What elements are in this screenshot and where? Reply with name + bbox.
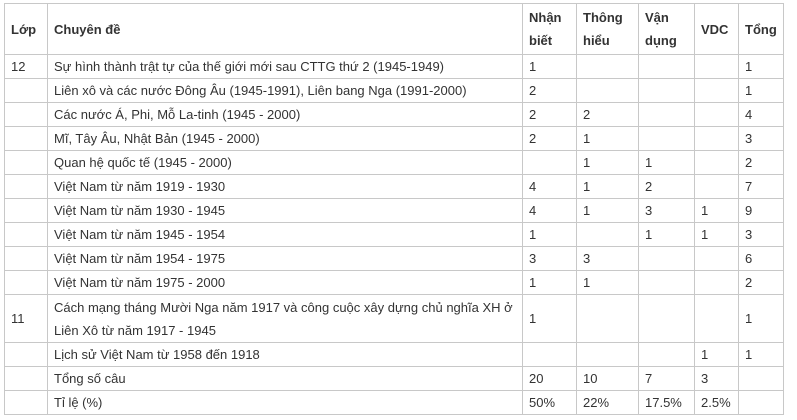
cell-total: 1 [739, 343, 784, 367]
cell-topic: Cách mạng tháng Mười Nga năm 1917 và công cuộc xây dựng chủ nghĩa XH ở Liên Xô từ năm 1917 - 1945 [48, 295, 523, 343]
cell-total: 3 [739, 127, 784, 151]
cell-recognition: 20 [523, 367, 577, 391]
cell-comprehension: 1 [577, 151, 639, 175]
cell-total: 2 [739, 151, 784, 175]
table-row [5, 343, 784, 367]
cell-application: 1 [639, 151, 695, 175]
cell-application [639, 343, 695, 367]
cell-grade [5, 175, 48, 199]
cell-application [639, 103, 695, 127]
cell-comprehension: 1 [577, 175, 639, 199]
cell-advanced-application: 1 [695, 199, 739, 223]
table-row [5, 223, 784, 247]
cell-comprehension: 1 [577, 271, 639, 295]
cell-advanced-application: 1 [695, 343, 739, 367]
cell-advanced-application [695, 79, 739, 103]
header-comprehension: Thông hiểu [577, 4, 639, 55]
cell-total: 3 [739, 223, 784, 247]
cell-grade [5, 367, 48, 391]
cell-total: 1 [739, 55, 784, 79]
cell-comprehension: 1 [577, 199, 639, 223]
cell-total: 7 [739, 175, 784, 199]
cell-topic: Các nước Á, Phi, Mỗ La-tinh (1945 - 2000) [48, 103, 523, 127]
table-row [5, 55, 784, 79]
cell-grade [5, 103, 48, 127]
cell-application [639, 271, 695, 295]
cell-application [639, 55, 695, 79]
cell-comprehension: 1 [577, 127, 639, 151]
cell-advanced-application [695, 175, 739, 199]
cell-recognition: 1 [523, 271, 577, 295]
cell-application [639, 247, 695, 271]
cell-comprehension: 2 [577, 103, 639, 127]
cell-grade [5, 271, 48, 295]
cell-total: 2 [739, 271, 784, 295]
cell-topic: Việt Nam từ năm 1945 - 1954 [48, 223, 523, 247]
cell-recognition: 1 [523, 295, 577, 343]
cell-comprehension: 10 [577, 367, 639, 391]
cell-topic: Mĩ, Tây Âu, Nhật Bản (1945 - 2000) [48, 127, 523, 151]
cell-grade: 12 [5, 55, 48, 79]
cell-comprehension [577, 343, 639, 367]
cell-recognition: 50% [523, 391, 577, 415]
cell-total [739, 367, 784, 391]
cell-comprehension: 22% [577, 391, 639, 415]
cell-comprehension [577, 223, 639, 247]
cell-total: 1 [739, 79, 784, 103]
table-row [5, 391, 784, 415]
cell-grade [5, 127, 48, 151]
header-application: Vận dụng [639, 4, 695, 55]
cell-topic: Việt Nam từ năm 1930 - 1945 [48, 199, 523, 223]
cell-recognition [523, 151, 577, 175]
cell-advanced-application [695, 295, 739, 343]
cell-recognition: 1 [523, 55, 577, 79]
cell-comprehension [577, 55, 639, 79]
header-total: Tổng [739, 4, 784, 55]
cell-application [639, 127, 695, 151]
header-recognition: Nhận biết [523, 4, 577, 55]
cell-total: 4 [739, 103, 784, 127]
cell-recognition: 1 [523, 223, 577, 247]
table-row [5, 151, 784, 175]
cell-total: 6 [739, 247, 784, 271]
cell-topic: Việt Nam từ năm 1919 - 1930 [48, 175, 523, 199]
cell-grade: 11 [5, 295, 48, 343]
header-grade: Lớp [5, 4, 48, 55]
cell-grade [5, 247, 48, 271]
cell-grade [5, 79, 48, 103]
table-row [5, 79, 784, 103]
cell-application: 1 [639, 223, 695, 247]
cell-advanced-application [695, 55, 739, 79]
cell-advanced-application [695, 103, 739, 127]
table-row [5, 175, 784, 199]
table-row [5, 103, 784, 127]
cell-topic: Việt Nam từ năm 1975 - 2000 [48, 271, 523, 295]
cell-recognition: 2 [523, 127, 577, 151]
cell-recognition: 4 [523, 175, 577, 199]
cell-grade [5, 391, 48, 415]
cell-topic: Quan hệ quốc tế (1945 - 2000) [48, 151, 523, 175]
cell-topic: Sự hình thành trật tự của thế giới mới sau CTTG thứ 2 (1945-1949) [48, 55, 523, 79]
cell-advanced-application: 3 [695, 367, 739, 391]
cell-topic: Tỉ lệ (%) [48, 391, 523, 415]
cell-grade [5, 223, 48, 247]
cell-application: 17.5% [639, 391, 695, 415]
cell-topic: Việt Nam từ năm 1954 - 1975 [48, 247, 523, 271]
cell-application: 7 [639, 367, 695, 391]
cell-recognition [523, 343, 577, 367]
cell-total [739, 391, 784, 415]
table-row [5, 295, 784, 343]
cell-recognition: 2 [523, 79, 577, 103]
header-advanced-application: VDC [695, 4, 739, 55]
cell-total: 1 [739, 295, 784, 343]
cell-application: 2 [639, 175, 695, 199]
cell-total: 9 [739, 199, 784, 223]
page [0, 3, 797, 415]
cell-advanced-application: 2.5% [695, 391, 739, 415]
table-row [5, 271, 784, 295]
cell-recognition: 2 [523, 103, 577, 127]
cell-application [639, 79, 695, 103]
table-row [5, 199, 784, 223]
cell-advanced-application [695, 271, 739, 295]
header-topic: Chuyên đề [48, 4, 523, 55]
table-row [5, 367, 784, 391]
cell-comprehension [577, 79, 639, 103]
cell-grade [5, 151, 48, 175]
cell-recognition: 4 [523, 199, 577, 223]
cell-grade [5, 343, 48, 367]
cell-topic: Tổng số câu [48, 367, 523, 391]
question-matrix-table [4, 3, 784, 415]
cell-topic: Lịch sử Việt Nam từ 1958 đến 1918 [48, 343, 523, 367]
cell-recognition: 3 [523, 247, 577, 271]
table-row [5, 127, 784, 151]
cell-application: 3 [639, 199, 695, 223]
cell-comprehension [577, 295, 639, 343]
cell-advanced-application: 1 [695, 223, 739, 247]
cell-application [639, 295, 695, 343]
cell-comprehension: 3 [577, 247, 639, 271]
table-row [5, 247, 784, 271]
table-header-row [5, 4, 784, 55]
cell-advanced-application [695, 247, 739, 271]
cell-advanced-application [695, 151, 739, 175]
cell-advanced-application [695, 127, 739, 151]
cell-grade [5, 199, 48, 223]
cell-topic: Liên xô và các nước Đông Âu (1945-1991), Liên bang Nga (1991-2000) [48, 79, 523, 103]
